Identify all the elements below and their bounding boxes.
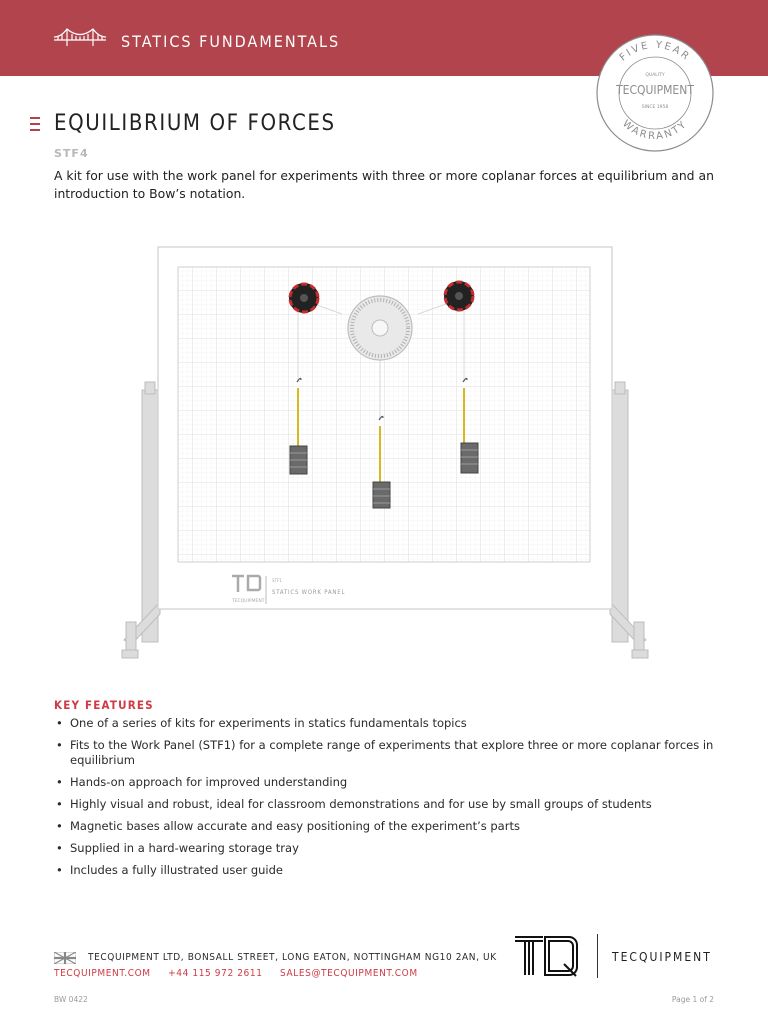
force-ring (348, 296, 412, 360)
website-link[interactable]: TECQUIPMENT.COM (54, 968, 151, 979)
page-number: Page 1 of 2 (671, 995, 714, 1004)
list-item: • Highly visual and robust, ideal for classroom demonstrations and for use by small groups of students (56, 797, 652, 811)
bridge-icon (54, 26, 106, 48)
seal-since-text: SINCE 1958 (641, 105, 669, 110)
list-item: • Supplied in a hard-wearing storage tray (56, 841, 299, 855)
seal-bottom-text: WARRANTY (620, 118, 690, 143)
company-address: TECQUIPMENT LTD, BONSALL STREET, LONG EATON, NOTTINGHAM NG10 2AN, UK (88, 952, 497, 963)
stand-left (122, 382, 160, 658)
key-features-list (54, 716, 734, 885)
seal-top-text: FIVE YEAR (617, 39, 693, 64)
uk-flag-icon (54, 952, 76, 964)
pulley-right (444, 281, 474, 311)
panel-caption-small: STF1 (272, 578, 282, 583)
brand-name: TECQUIPMENT (612, 950, 712, 964)
seal-brand-text: TECQUIPMENT (616, 83, 694, 97)
page-title: EQUILIBRIUM OF FORCES (54, 111, 336, 136)
contact-links (54, 968, 432, 979)
phone-number: +44 115 972 2611 (168, 968, 263, 979)
email-link[interactable]: SALES@TECQUIPMENT.COM (280, 968, 418, 979)
key-features-title: KEY FEATURES (54, 698, 154, 712)
product-image (120, 242, 650, 672)
list-item: • Fits to the Work Panel (STF1) for a complete range of experiments that explore three or more coplanar forces in equilibrium (56, 738, 714, 767)
list-item: • One of a series of kits for experiments in statics fundamentals topics (56, 716, 467, 730)
panel-caption: STATICS WORK PANEL (272, 589, 346, 596)
list-item: • Magnetic bases allow accurate and easy positioning of the experiment’s parts (56, 819, 520, 833)
doc-code: BW 0422 (54, 995, 88, 1004)
product-code: STF4 (54, 147, 89, 160)
warranty-seal (594, 32, 716, 154)
banner-title: STATICS FUNDAMENTALS (121, 32, 341, 51)
intro-paragraph: A kit for use with the work panel for experiments with three or more coplanar forces at equilibrium and an introduction to Bow’s notation. (54, 168, 714, 201)
logo-divider (597, 934, 598, 978)
list-item: • Includes a fully illustrated user guide (56, 863, 283, 877)
list-item: • Hands-on approach for improved understanding (56, 775, 348, 789)
pulley-left (289, 283, 319, 313)
tq-logo-icon (514, 934, 580, 978)
stand-right (610, 382, 648, 658)
title-bars-icon (30, 117, 40, 135)
seal-quality-text: QUALITY (645, 73, 665, 78)
panel-brand: TECQUIPMENT (232, 599, 265, 604)
